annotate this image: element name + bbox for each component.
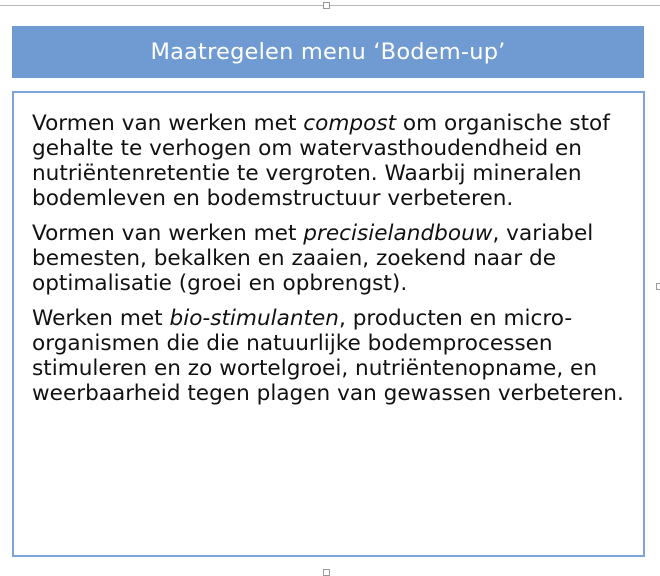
paragraph-text: Werken met <box>32 306 170 331</box>
measure-biostimulants <box>32 306 627 406</box>
resize-handle-right[interactable] <box>656 283 660 290</box>
emphasis-term: bio-stimulanten <box>169 306 339 331</box>
paragraph-text: om organische stof gehalte te verhogen om watervasthoudendheid en nutriëntenretentie te vergroten. Waarbij mineralen bodemleven en bodemstructuur verbeteren. <box>32 111 610 211</box>
resize-handle-top[interactable] <box>323 2 330 9</box>
emphasis-term: compost <box>303 111 397 136</box>
title-banner <box>12 26 644 78</box>
selection-frame-top <box>0 5 660 6</box>
paragraph-text: Vormen van werken met <box>32 111 304 136</box>
measures-text-box[interactable] <box>12 91 645 557</box>
page-title: Maatregelen menu ‘Bodem-up’ <box>150 39 506 65</box>
measure-compost <box>32 111 627 211</box>
paragraph-text: , producten en micro-organismen die die natuurlijke bodemprocessen stimuleren en zo wortelgroei, nutriëntenopname, en weerbaarheid tegen plagen van gewassen verbeteren. <box>32 306 624 406</box>
paragraph-text: Vormen van werken met <box>32 221 304 246</box>
emphasis-term: precisielandbouw <box>303 221 493 246</box>
measure-precision-farming <box>32 221 627 296</box>
paragraph-text: , variabel bemesten, bekalken en zaaien, zoekend naar de optimalisatie (groei en opbrengst). <box>32 221 594 296</box>
